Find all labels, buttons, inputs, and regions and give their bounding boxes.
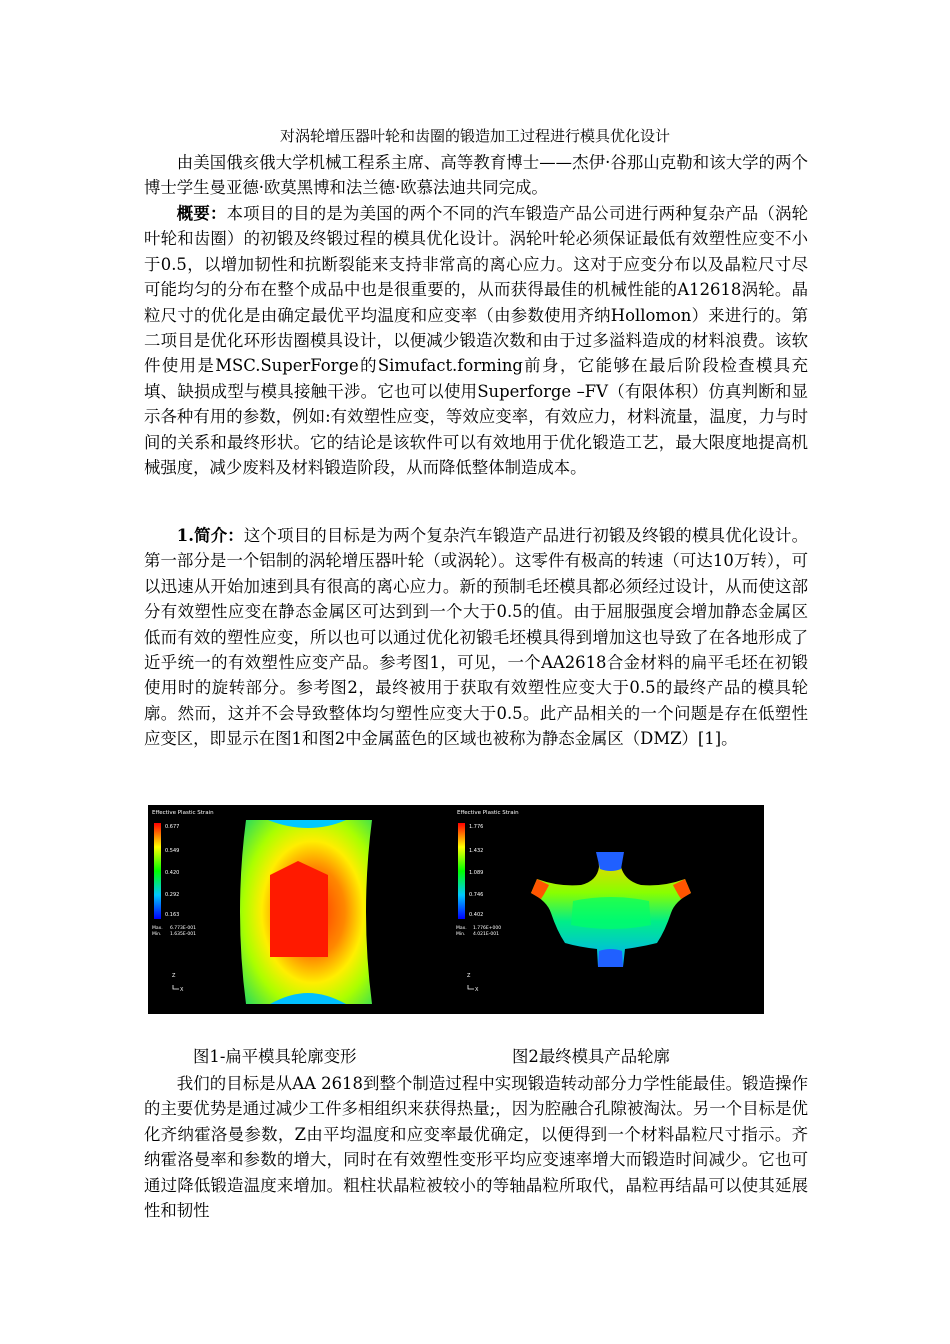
abstract-body: 本项目的目的是为美国的两个不同的汽车锻造产品公司进行两种复杂产品（涡轮叶轮和齿圈）的初锻及终锻过程的模具优化设计。涡轮叶轮必须保证最低有效塑性应变不小于0.5，以增加韧性和抗断裂能来支持非常高的离心应力。这对于应变分布以及晶粒尺寸尽可能均匀的分布在整个成品中也是很重要的，从而获得最佳的机械性能的A12618涡轮。晶粒尺寸的优化是由确定最优平均温度和应变率（由参数使用齐纳Hollomon）来进行的。第二项目是优化环形齿圈模具设计，以便减少锻造次数和由于过多溢料造成的材料浪费。该软件使用是MSC.SuperForge的Simufact.forming前身，它能够在最后阶段检查模具充填、缺损成型与模具接触干涉。它也可以使用Superforge –FV（有限体积）仿真判断和显示各种有用的参数，例如:有效塑性应变，等效应变率，有效应力，材料流量，温度，力与时间的关系和最终形状。它的结论是该软件可以有效地用于优化锻造工艺，最大限度地提高机械强度，减少废料及材料锻造阶段，从而降低整体制造成本。 (144, 204, 809, 478)
abstract-paragraph (144, 201, 808, 480)
figure-1-max-value: 6.773E-001 (170, 926, 196, 931)
figure-1-min-value: 1.635E-001 (170, 932, 196, 937)
intro-label: 1.简介： (176, 526, 244, 545)
figure-2-axis-triad (468, 985, 474, 989)
intro-paragraph (144, 523, 808, 752)
figure-2-axis-z: Z (467, 973, 471, 979)
figure-1-caption: 图1-扁平模具轮廓变形 (193, 1047, 357, 1066)
figure-1-axis-triad (173, 985, 179, 989)
figure-1-min-label: Min. (152, 932, 162, 937)
figure-1-legend-2: 0.420 (165, 870, 180, 876)
figure-1-title: Effective Plastic Strain (152, 810, 214, 816)
figure-2-product-contour (531, 852, 691, 967)
figures-row (148, 805, 764, 1014)
figure-1-legend-0: 0.677 (165, 824, 180, 830)
figure-1-color-legend (154, 823, 161, 919)
figure-1-legend-4: 0.163 (165, 912, 180, 918)
intro-block (144, 523, 808, 752)
body-continuation-paragraph: 我们的目标是从AA 2618到整个制造过程中实现锻造转动部分力学性能最佳。锻造操作的主要优势是通过减少工件多相组织来获得热量;，因为腔融合孔隙被淘汰。另一个目标是优化齐纳霍洛曼参数，Z由平均温度和应变率最优确定，以便得到一个材料晶粒尺寸指示。齐纳霍洛曼率和参数的增大，同时在有效塑性变形平均应变速率增大而锻造时间减少。它也可通过降低锻造温度来增加。粗柱状晶粒被较小的等轴晶粒所取代，晶粒再结晶可以使其延展性和韧性 (144, 1074, 808, 1221)
figure-1-axis-x: X (180, 987, 184, 993)
authors-paragraph: 由美国俄亥俄大学机械工程系主席、高等教育博士——杰伊·谷那山克勒和该大学的两个博士学生曼亚德·欧莫黑博和法兰德·欧慕法迪共同完成。 (144, 153, 808, 198)
figure-2-caption: 图2最终模具产品轮廓 (512, 1047, 670, 1066)
figure-2-image (453, 805, 764, 1014)
figure-1-blank-contour (240, 820, 372, 1004)
figure-2-min-label: Min. (456, 932, 466, 937)
figure-1-legend-1: 0.549 (165, 848, 180, 854)
figure-2-legend-1: 1.432 (469, 848, 484, 854)
abstract-block (144, 201, 808, 480)
authors-block (144, 150, 808, 201)
figure-2-legend-3: 0.746 (469, 892, 484, 898)
figure-1-axis-z: Z (172, 973, 176, 979)
figure-2-max-value: 1.776E+000 (473, 926, 502, 931)
figure-1-legend-3: 0.292 (165, 892, 180, 898)
document-title: 对涡轮增压器叶轮和齿圈的锻造加工过程进行模具优化设计 (279, 127, 670, 145)
figure-2-color-legend (458, 823, 465, 919)
figure-2-axis-x: X (475, 987, 479, 993)
figure-2-legend-0: 1.776 (469, 824, 484, 830)
abstract-label: 概要： (176, 204, 227, 223)
figure-2-title: Effective Plastic Strain (457, 810, 519, 816)
figure-1-image (148, 805, 453, 1014)
intro-body: 这个项目的目标是为两个复杂汽车锻造产品进行初锻及终锻的模具优化设计。第一部分是一个铝制的涡轮增压器叶轮（或涡轮）。这零件有极高的转速（可达10万转），可以迅速从开始加速到具有很高的离心应力。新的预制毛坯模具都必须经过设计，从而使这部分有效塑性应变在静态金属区可达到到一个大于0.5的值。由于屈服强度会增加静态金属区低而有效的塑性应变，所以也可以通过优化初锻毛坯模具得到增加这也导致了在各地形成了近乎统一的有效塑性应变产品。参考图1，可见，一个AA2618合金材料的扁平毛坯在初锻使用时的旋转部分。参考图2，最终被用于获取有效塑性应变大于0.5的最终产品的模具轮廓。然而，这并不会导致整体均匀塑性应变大于0.5。此产品相关的一个问题是存在低塑性应变区，即显示在图1和图2中金属蓝色的区域也被称为静态金属区（DMZ）[1]。 (144, 526, 808, 749)
figure-1-max-label: Max. (152, 926, 163, 931)
body-continuation-block (144, 1071, 808, 1223)
figure-2-legend-4: 0.402 (469, 912, 484, 918)
figure-2-legend-2: 1.089 (469, 870, 484, 876)
figure-2-min-value: 4.021E-001 (473, 932, 499, 937)
figure-2-max-label: Max. (456, 926, 467, 931)
